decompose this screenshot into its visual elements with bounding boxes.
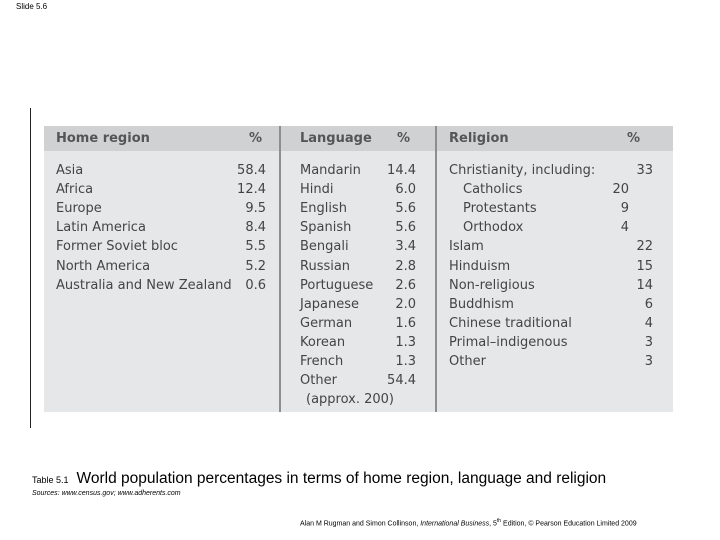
table-caption-title: World population percentages in terms of home region, language and religion xyxy=(76,470,607,487)
religion-subitem-name: Protestants xyxy=(463,201,537,217)
sources-note: Sources: www.census.gov; www.adherents.com xyxy=(32,490,181,497)
header-religion: Religion xyxy=(449,131,509,146)
language-pct: 1.6 xyxy=(395,315,416,331)
footer-publisher: Edition, © Pearson Education Limited 2009 xyxy=(501,520,637,528)
religion-pct: 33 xyxy=(636,163,653,178)
language-name: Japanese xyxy=(300,296,360,312)
language-name: Korean xyxy=(300,334,346,350)
copyright-footer xyxy=(300,518,637,527)
language-pct: 5.6 xyxy=(395,201,416,217)
language-name: French xyxy=(300,354,344,369)
religion-name: Islam xyxy=(449,239,484,255)
religion-subitem-pct: 20 xyxy=(612,182,629,198)
column-divider-2 xyxy=(435,126,437,412)
home-region-pct: 9.5 xyxy=(245,201,266,217)
religion-name: Chinese traditional xyxy=(449,315,572,331)
religion-pct: 3 xyxy=(644,334,653,350)
header-language: Language xyxy=(300,131,372,146)
religion-pct: 4 xyxy=(644,315,653,331)
home-region-name: Europe xyxy=(56,201,102,217)
religion-name: Buddhism xyxy=(449,296,514,312)
home-region-name: Asia xyxy=(56,163,84,178)
religion-subitem-name: Catholics xyxy=(463,182,523,198)
language-name: Portuguese xyxy=(300,277,374,293)
column-divider-1 xyxy=(279,126,281,412)
language-note: (approx. 200) xyxy=(306,392,394,408)
population-table xyxy=(44,126,673,412)
language-pct: 5.6 xyxy=(395,220,416,236)
religion-subitem-pct: 9 xyxy=(620,201,629,217)
language-pct: 1.3 xyxy=(395,354,416,369)
footer-edition-suffix: th xyxy=(496,518,502,524)
language-name: Russian xyxy=(300,258,351,274)
religion-pct: 3 xyxy=(644,354,653,369)
religion-name: Christianity, including: xyxy=(449,163,596,178)
home-region-name: Former Soviet bloc xyxy=(56,239,178,255)
language-pct: 6.0 xyxy=(395,182,416,198)
header-home-region-pct: % xyxy=(249,131,263,146)
home-region-pct: 58.4 xyxy=(237,163,266,178)
language-pct: 54.4 xyxy=(387,373,416,389)
table-caption xyxy=(32,470,606,488)
religion-subitem-name: Orthodox xyxy=(463,220,524,236)
religion-name: Hinduism xyxy=(449,258,511,274)
home-region-name: Africa xyxy=(56,182,94,198)
footer-authors: Alan M Rugman and Simon Collinson, xyxy=(300,520,421,528)
footer-edition-number: , 5 xyxy=(489,520,497,528)
home-region-pct: 5.5 xyxy=(245,239,266,255)
religion-pct: 15 xyxy=(636,258,653,274)
language-name: Mandarin xyxy=(300,163,361,178)
religion-subitem-pct: 4 xyxy=(620,220,629,236)
header-religion-pct: % xyxy=(627,131,641,146)
frame-line xyxy=(30,108,31,428)
language-pct: 2.6 xyxy=(395,277,416,293)
language-name: Hindi xyxy=(300,182,334,198)
language-pct: 14.4 xyxy=(387,163,416,178)
footer-book-title: International Business xyxy=(420,520,490,528)
language-pct: 1.3 xyxy=(395,334,416,350)
slide-number-label: Slide 5.6 xyxy=(16,2,48,11)
table-caption-label: Table 5.1 xyxy=(32,475,69,485)
home-region-pct: 8.4 xyxy=(245,220,266,236)
language-pct: 3.4 xyxy=(395,239,416,255)
home-region-name: North America xyxy=(56,258,151,274)
header-language-pct: % xyxy=(397,131,411,146)
language-name: German xyxy=(300,315,353,331)
language-name: Spanish xyxy=(300,220,352,236)
language-pct: 2.8 xyxy=(395,258,416,274)
religion-pct: 22 xyxy=(636,239,653,255)
header-home-region: Home region xyxy=(56,131,150,146)
language-name: English xyxy=(300,201,347,217)
language-name: Bengali xyxy=(300,239,349,255)
religion-name: Non-religious xyxy=(449,277,535,293)
home-region-name: Latin America xyxy=(56,220,146,236)
home-region-name: Australia and New Zealand xyxy=(56,277,232,293)
language-name: Other xyxy=(300,373,337,389)
home-region-pct: 0.6 xyxy=(245,277,266,293)
religion-pct: 14 xyxy=(636,277,653,293)
religion-pct: 6 xyxy=(644,296,653,312)
home-region-pct: 5.2 xyxy=(245,258,266,274)
home-region-pct: 12.4 xyxy=(237,182,266,198)
religion-name: Primal–indigenous xyxy=(449,334,568,350)
language-pct: 2.0 xyxy=(395,296,416,312)
religion-name: Other xyxy=(449,354,486,369)
